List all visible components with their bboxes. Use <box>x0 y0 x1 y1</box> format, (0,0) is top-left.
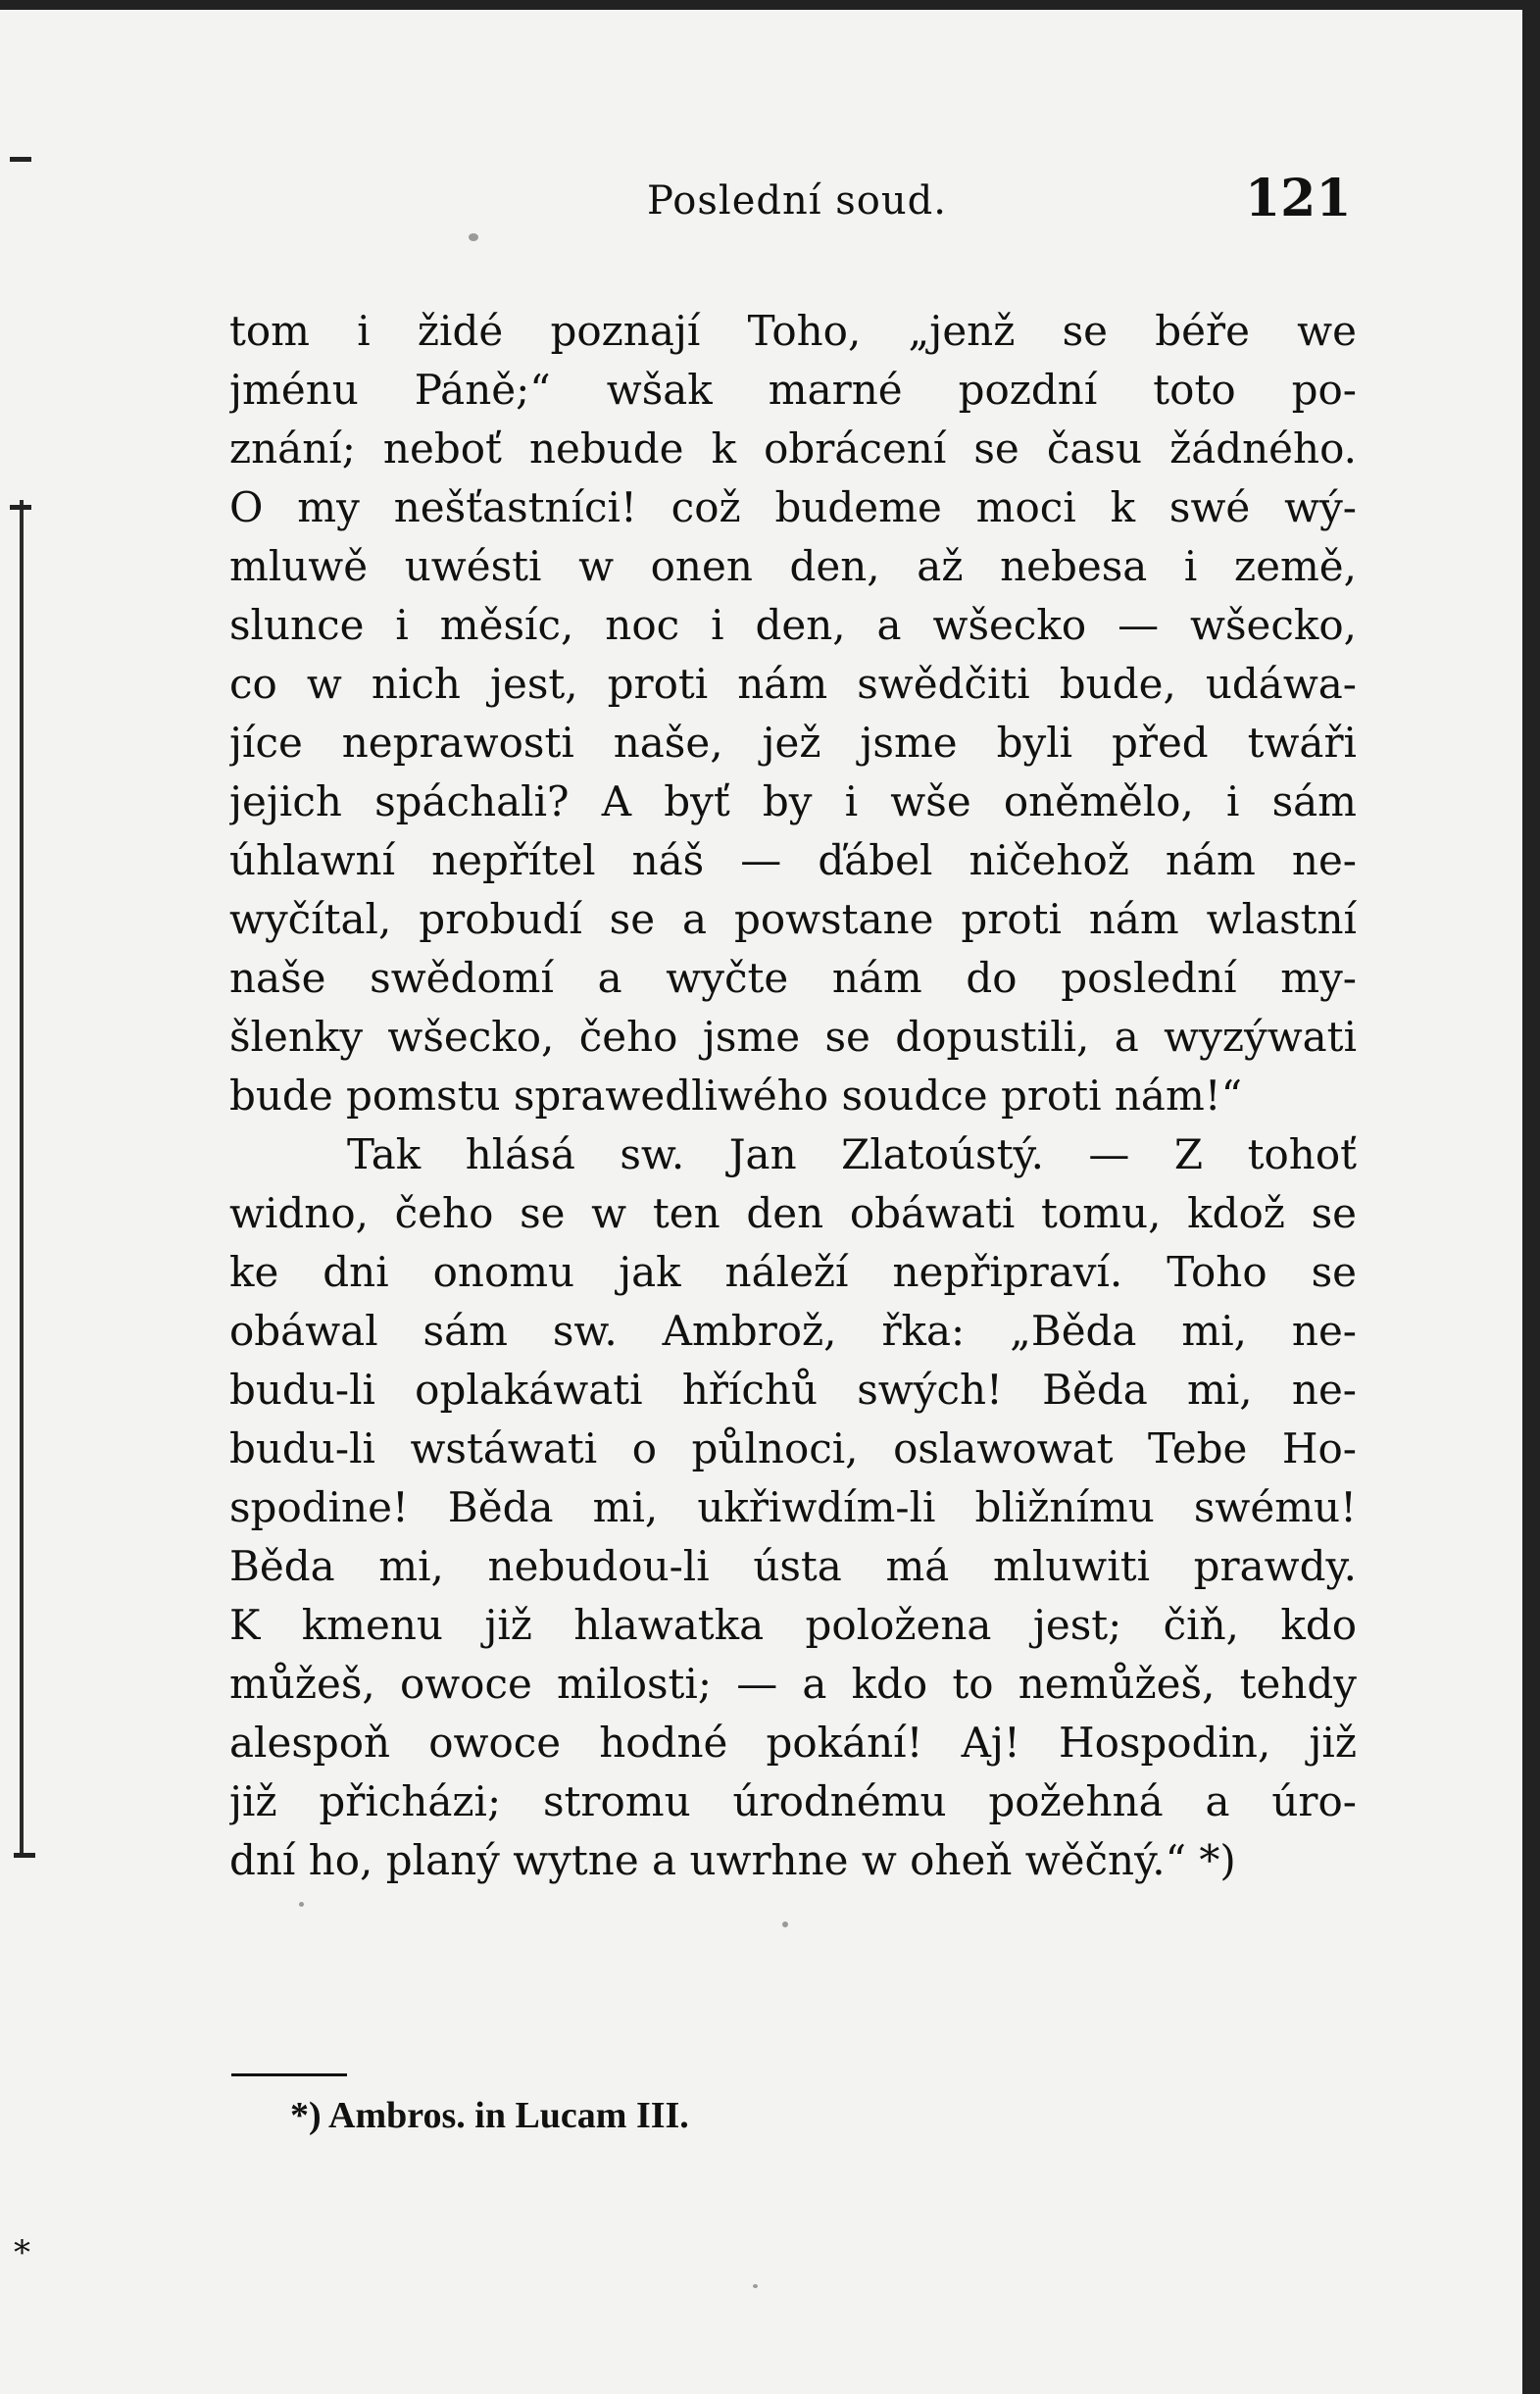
footnote: *) Ambros. in Lucam III. <box>290 2095 689 2136</box>
text-line: naše swědomí a wyčte nám do poslední my- <box>229 954 1357 1002</box>
text-line: znání; neboť nebude k obrácení se času žádného. <box>229 424 1357 473</box>
binding-edge-tick <box>10 157 31 162</box>
text-line: co w nich jest, proti nám swědčiti bude, udáwa- <box>229 660 1357 708</box>
paper-speck <box>753 2284 758 2288</box>
text-line: již přicházi; stromu úrodnému požehná a úro- <box>229 1777 1357 1825</box>
text-line: mluwě uwésti w onen den, až nebesa i země, <box>229 542 1357 590</box>
text-line: obáwal sám sw. Ambrož, řka: „Běda mi, ne- <box>229 1307 1357 1355</box>
text-line: K kmenu již hlawatka položena jest; čiň, kdo <box>229 1601 1357 1649</box>
page-number: 121 <box>1245 169 1352 228</box>
paper-speck <box>782 1921 788 1927</box>
text-line: alespoň owoce hodné pokání! Aj! Hospodin, již <box>229 1719 1357 1767</box>
text-line: Běda mi, nebudou-li ústa má mluwiti prawdy. <box>229 1542 1357 1590</box>
text-line: jménu Páně;“ wšak marné pozdní toto po- <box>229 366 1357 414</box>
binding-edge-tick <box>10 505 31 510</box>
text-line: dní ho, planý wytne a uwrhne w oheň wěčný.“ *) <box>229 1836 1236 1884</box>
text-line: úhlawní nepřítel náš — ďábel ničehož nám ne- <box>229 836 1357 884</box>
text-line: tom i židé poznají Toho, „jenž se béře we <box>229 307 1357 355</box>
paper-speck <box>469 233 478 241</box>
text-line: jejich spáchali? A byť by i wše oněmělo, i sám <box>229 777 1357 825</box>
text-line: widno, čeho se w ten den obáwati tomu, kdož se <box>229 1189 1357 1237</box>
running-head: Poslední soud. <box>647 178 947 224</box>
text-line: budu-li wstáwati o půlnoci, oslawowat Tebe Ho- <box>229 1424 1357 1472</box>
binding-edge-tick <box>14 1853 35 1858</box>
text-line: wyčítal, probudí se a powstane proti nám wlastní <box>229 895 1357 943</box>
margin-mark: * <box>14 2233 30 2272</box>
text-line: můžeš, owoce milosti; — a kdo to nemůžeš, tehdy <box>229 1660 1357 1708</box>
binding-edge-line <box>20 500 24 1853</box>
paper-speck <box>299 1902 304 1907</box>
text-line: šlenky wšecko, čeho jsme se dopustili, a wyzýwati <box>229 1013 1357 1061</box>
text-line: slunce i měsíc, noc i den, a wšecko — wšecko, <box>229 601 1357 649</box>
footnote-rule <box>231 2073 347 2076</box>
text-line: O my nešťastníci! což budeme moci k swé wý- <box>229 483 1357 531</box>
text-line: jíce neprawosti naše, jež jsme byli před twáři <box>229 719 1357 767</box>
text-line: bude pomstu sprawedliwého soudce proti nám!“ <box>229 1072 1243 1120</box>
text-line: Tak hlásá sw. Jan Zlatoústý. — Z tohoť <box>347 1130 1357 1178</box>
text-line: spodine! Běda mi, ukřiwdím-li bližnímu swému! <box>229 1483 1357 1531</box>
text-line: ke dni onomu jak náleží nepřipraví. Toho se <box>229 1248 1357 1296</box>
text-line: budu-li oplakáwati hříchů swých! Běda mi, ne- <box>229 1366 1357 1414</box>
body-text <box>229 302 1357 1890</box>
